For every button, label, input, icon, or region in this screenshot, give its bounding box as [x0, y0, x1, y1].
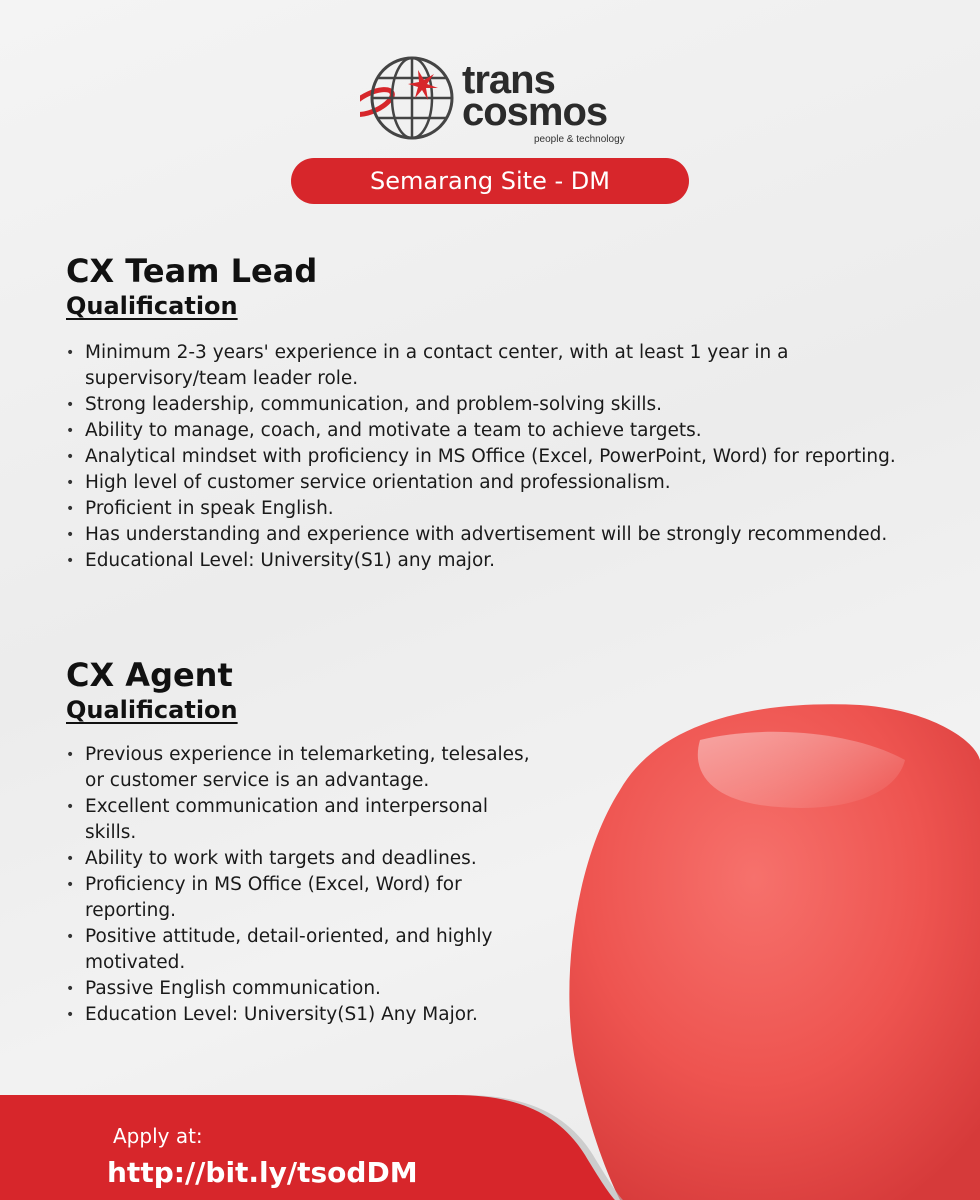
section-title: CX Team Lead	[66, 252, 318, 290]
list-item: • Educational Level: University(S1) any major.	[66, 548, 946, 574]
section-cx-agent	[66, 656, 946, 1028]
section-subtitle: Qualification	[66, 292, 238, 320]
globe-icon	[360, 52, 470, 152]
apply-link[interactable]: http://bit.ly/tsodDM	[107, 1156, 418, 1189]
logo-text-line2: cosmos	[462, 90, 608, 134]
list-item: • Ability to manage, coach, and motivate a team to achieve targets.	[66, 418, 946, 444]
qualification-list	[66, 340, 946, 574]
qualification-list	[66, 742, 531, 1028]
list-item: • Analytical mindset with proficiency in MS Office (Excel, PowerPoint, Word) for reporting.	[66, 444, 946, 470]
transcosmos-logo	[360, 52, 630, 152]
list-item: • Minimum 2-3 years' experience in a contact center, with at least 1 year in a supervisory/team leader role.	[66, 340, 946, 392]
list-item: • Excellent communication and interpersonal skills.	[66, 794, 531, 846]
list-item: • High level of customer service orientation and professionalism.	[66, 470, 946, 496]
list-item: • Passive English communication.	[66, 976, 531, 1002]
logo-tagline: people & technology	[534, 134, 625, 145]
list-item: • Has understanding and experience with advertisement will be strongly recommended.	[66, 522, 946, 548]
list-item: • Proficient in speak English.	[66, 496, 946, 522]
list-item: • Education Level: University(S1) Any Major.	[66, 1002, 531, 1028]
apply-label: Apply at:	[113, 1124, 203, 1148]
list-item: • Strong leadership, communication, and problem-solving skills.	[66, 392, 946, 418]
list-item: • Previous experience in telemarketing, telesales, or customer service is an advantage.	[66, 742, 531, 794]
list-item: • Proficiency in MS Office (Excel, Word) for reporting.	[66, 872, 531, 924]
list-item: • Ability to work with targets and deadlines.	[66, 846, 531, 872]
list-item: • Positive attitude, detail-oriented, and highly motivated.	[66, 924, 531, 976]
logo-text-line1: trans	[462, 58, 555, 102]
section-title: CX Agent	[66, 656, 233, 694]
site-badge: Semarang Site - DM	[291, 158, 689, 204]
section-subtitle: Qualification	[66, 696, 238, 724]
section-cx-team-lead	[66, 252, 946, 574]
